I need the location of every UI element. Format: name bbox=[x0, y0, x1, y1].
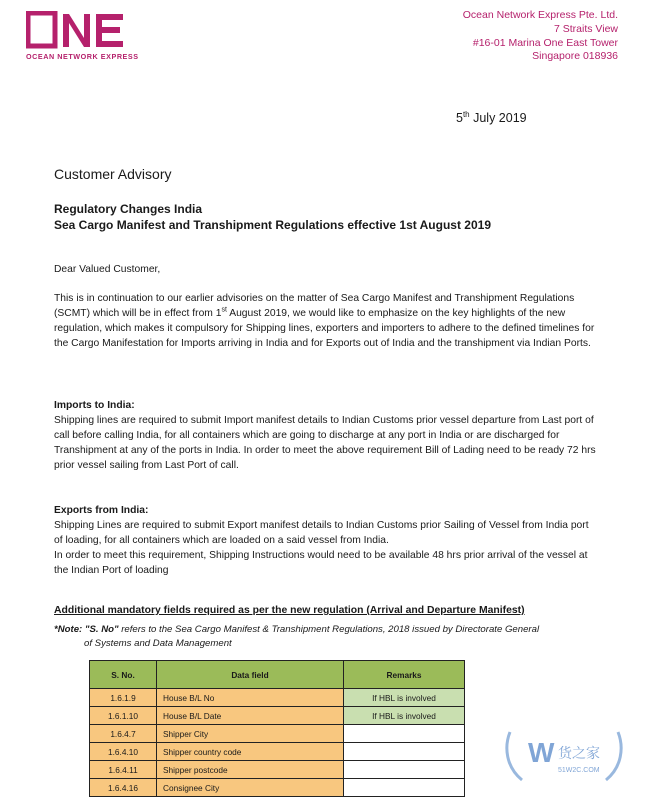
svg-text:W: W bbox=[528, 737, 555, 768]
exports-heading: Exports from India: bbox=[54, 505, 149, 516]
table-header-row bbox=[90, 661, 465, 689]
table-row bbox=[90, 689, 465, 707]
cell-field: Consignee City bbox=[157, 779, 344, 797]
salutation: Dear Valued Customer, bbox=[54, 264, 161, 275]
cell-remark bbox=[344, 779, 465, 797]
exports-section bbox=[54, 503, 600, 578]
cell-field: House B/L Date bbox=[157, 707, 344, 725]
cell-remark: If HBL is involved bbox=[344, 689, 465, 707]
watermark-main: 货之家 bbox=[558, 746, 600, 762]
table-row bbox=[90, 707, 465, 725]
mandatory-fields-table bbox=[89, 660, 465, 797]
cell-field: Shipper postcode bbox=[157, 761, 344, 779]
intro-paragraph: This is in continuation to our earlier advisories on the matter of Sea Cargo Manifest and Transhipment Regulations (SCMT) which will be in effect from 1st August 2019, we would like to emphasize on the key highlights of the new regulation, which makes it compulsory for Shipping lines, exporters and importers to adhere to the defined timelines for the Cargo Manifestation for Imports arriving in India and for Exports out of India and the transhipment via Indian Ports. bbox=[54, 293, 595, 349]
watermark-sub: 51W2C.COM bbox=[558, 767, 600, 774]
header-remarks: Remarks bbox=[344, 661, 465, 689]
cell-remark: If HBL is involved bbox=[344, 707, 465, 725]
additional-fields-heading: Additional mandatory fields required as per the new regulation (Arrival and Departure Manifest) bbox=[54, 605, 525, 616]
subject-line-1: Regulatory Changes India bbox=[54, 202, 203, 216]
cell-sno: 1.6.4.11 bbox=[90, 761, 157, 779]
subject-line-2: Sea Cargo Manifest and Transhipment Regulations effective 1st August 2019 bbox=[54, 218, 491, 232]
cell-remark bbox=[344, 761, 465, 779]
address-line: Singapore 018936 bbox=[532, 50, 618, 63]
one-logo bbox=[26, 11, 126, 51]
note-label: *Note: "S. No" bbox=[54, 624, 119, 635]
address-line: 7 Straits View bbox=[554, 22, 618, 35]
cell-field: Shipper City bbox=[157, 725, 344, 743]
watermark-logo bbox=[502, 722, 626, 792]
cell-remark bbox=[344, 725, 465, 743]
imports-heading: Imports to India: bbox=[54, 400, 135, 411]
header-sno: S. No. bbox=[90, 661, 157, 689]
address-line: #16-01 Marina One East Tower bbox=[472, 36, 618, 49]
imports-body: Shipping lines are required to submit Import manifest details to Indian Customs prior vessel departure from Last port of call before calling India, for all containers which are going to discharge at any port in India or are discharged for Transhipment at any of the ports in India. In order to meet the above requirement Bill of Lading need to be ready 72 hrs prior vessel sailing from Last Port of call. bbox=[54, 415, 596, 471]
table-row bbox=[90, 761, 465, 779]
cell-sno: 1.6.4.16 bbox=[90, 779, 157, 797]
logo-subtitle: OCEAN NETWORK EXPRESS bbox=[26, 52, 139, 61]
exports-body: Shipping Lines are required to submit Export manifest details to Indian Customs prior Sailing of Vessel from India port of loading, for all containers which are loaded on a said vessel from India. bbox=[54, 520, 589, 546]
subject-heading bbox=[54, 201, 491, 233]
cell-remark bbox=[344, 743, 465, 761]
imports-section bbox=[54, 398, 600, 473]
cell-sno: 1.6.4.10 bbox=[90, 743, 157, 761]
cell-field: Shipper country code bbox=[157, 743, 344, 761]
header-data-field: Data field bbox=[157, 661, 344, 689]
note-line-2: of Systems and Data Management bbox=[84, 638, 232, 649]
cell-sno: 1.6.4.7 bbox=[90, 725, 157, 743]
table-row bbox=[90, 779, 465, 797]
note: *Note: "S. No" refers to the Sea Cargo Manifest & Transhipment Regulations, 2018 issued by Directorate General of Systems and Data Management bbox=[54, 623, 614, 651]
address-line: Ocean Network Express Pte. Ltd. bbox=[462, 9, 618, 21]
company-address bbox=[463, 9, 618, 64]
cell-field: House B/L No bbox=[157, 689, 344, 707]
advisory-title: Customer Advisory bbox=[54, 166, 172, 182]
cell-sno: 1.6.1.9 bbox=[90, 689, 157, 707]
table-row bbox=[90, 725, 465, 743]
cell-sno: 1.6.1.10 bbox=[90, 707, 157, 725]
exports-body-2: In order to meet this requirement, Shipping Instructions would need to be available 48 hrs prior arrival of the vessel at the Indian Port of loading bbox=[54, 550, 588, 576]
table-row bbox=[90, 743, 465, 761]
letter-date: 5th July 2019 bbox=[456, 109, 527, 125]
